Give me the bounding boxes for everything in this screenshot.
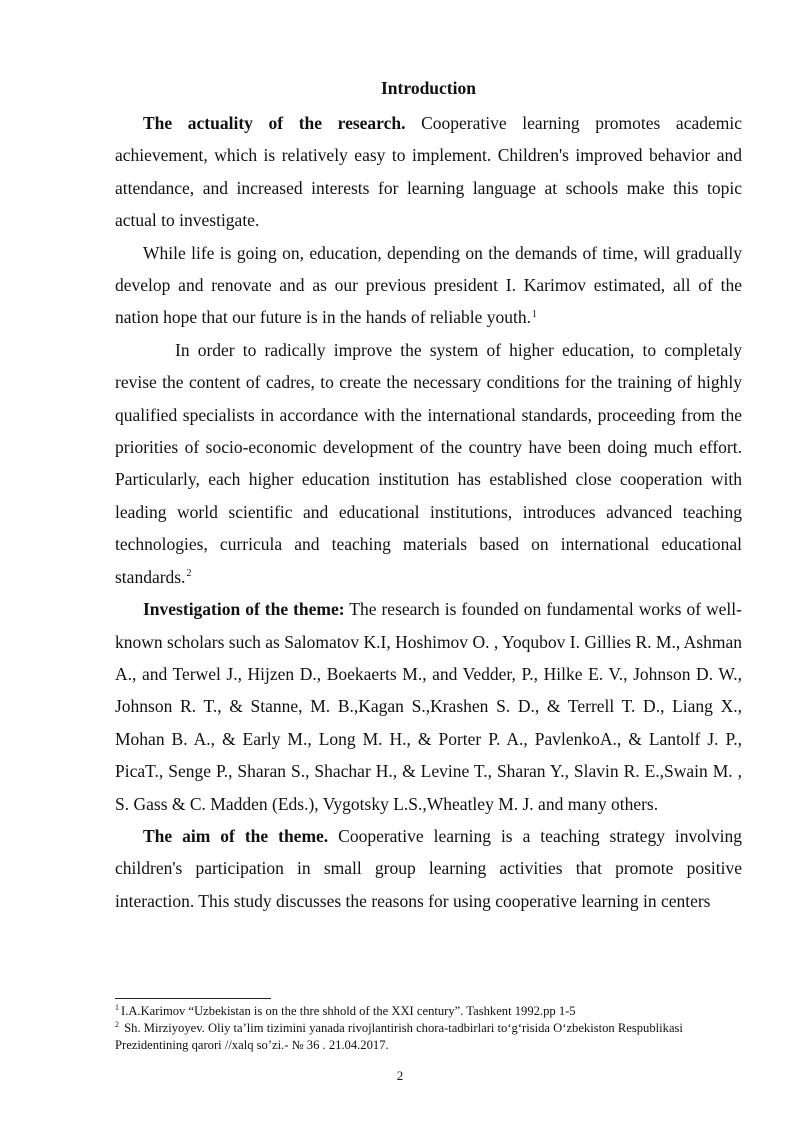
paragraph-lead: The actuality of the research. [143,113,406,133]
footnotes [115,1003,742,1054]
main-text [115,76,742,917]
footnote-mark: 2 [115,1019,119,1029]
footnote-reference[interactable]: 2 [186,567,192,579]
paragraph-text: Cooperative learning is a teaching strategy involving children's participation in small group learning activities that promote positive interaction. This study discusses the reasons for using cooperative learning in centers [115,825,743,911]
paragraph-lead: The aim of the theme. [143,825,329,846]
paragraph-higher-education [115,334,742,593]
footnote-text: I.A.Karimov “Uzbekistan is on the thre shhold of the XXI century”. Tashkent 1992.pp 1-5 [121,1004,576,1018]
paragraph-education [115,237,742,334]
paragraph-text: Cooperative learning promotes academic achievement, which is relatively easy to implement. Children's improved behavior and attendance, and increased interests for learning language at schools make this topic actual to investigate. [115,113,742,231]
footnote-mark: 1 [115,1002,119,1012]
paragraph-lead: Investigation of the theme: [143,599,345,620]
footnote-reference[interactable]: 1 [532,308,538,320]
paragraph-aim [115,820,742,917]
paragraph-investigation [115,593,742,820]
paragraph-text: In order to radically improve the system of higher education, to completaly revise the content of cadres, to create the necessary conditions for the training of highly qualified specialists in accordance with the international standards, proceeding from the priorities of socio-economic development of the country have been doing much effort. Particularly, each higher education institution has established close cooperation with leading world scientific and educational institutions, introduces advanced teaching technologies, curricula and teaching materials based on international educational standards. [115,339,742,587]
footnote-divider [115,998,271,999]
footnote-text: Sh. Mirziyoyev. Oliy ta’lim tizimini yanada rivojlantirish chora-tadbirlari to‘g‘risida O‘zbekiston Respublikasi Prezidentining qarori //xalq so’zi.- № 36 . 21.04.2017. [115,1021,683,1052]
paragraph-actuality [115,107,742,237]
paragraph-text: While life is going on, education, depending on the demands of time, will gradually develop and renovate and as our previous president I. Karimov estimated, all of the nation hope that our future is in the hands of reliable youth. [115,242,742,328]
section-heading: Introduction [381,78,476,98]
footnote-item [115,1003,742,1020]
page-number: 2 [396,1068,404,1083]
paragraph-text: The research is founded on fundamental works of well-known scholars such as Salomatov K.I, Hoshimov O. , Yoqubov I. Gillies R. M., Ashman A., and Terwel J., Hijzen D., Boekaerts M., and Vedder, P., Hilke E. V., Johnson D. W., Johnson R. T., & Stanne, M. B.,Kagan S.,Krashen S. D., & Terrell T. D., Liang X., Mohan B. A., & Early M., Long M. H., & Porter P. A., PavlenkoA., & Lantolf J. P., PicaT., Senge P., Sharan S., Shachar H., & Levine T., Sharan Y., Slavin R. E.,Swain M. , S. Gass & C. Madden (Eds.), Vygotsky L.S.,Wheatley M. J. and many others. [115,599,742,814]
footnote-item [115,1020,742,1054]
